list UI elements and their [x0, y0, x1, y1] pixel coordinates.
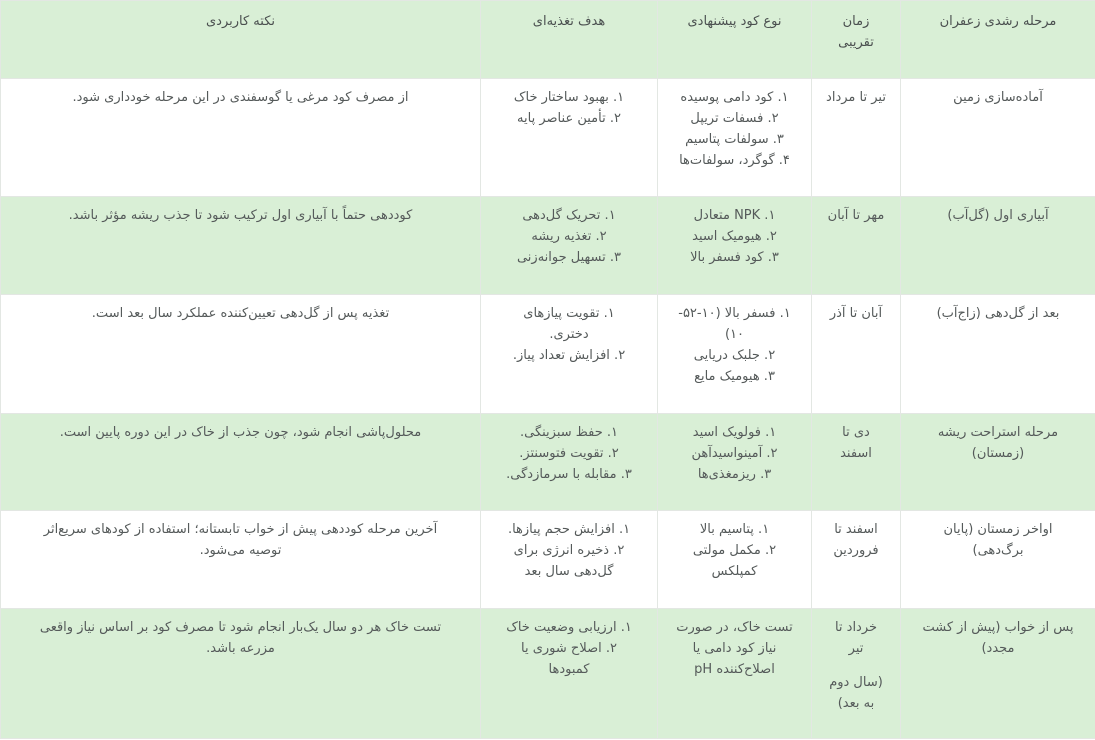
note-line: آخرین مرحله کوددهی پیش از خواب تابستانه؛ استفاده از کودهای سریع‌اثر	[43, 522, 438, 537]
header-time: زمان تقریبی	[812, 1, 901, 79]
stage-line: مرحله استراحت ریشه	[937, 425, 1059, 440]
stage-cell	[901, 197, 1095, 295]
note-line: از مصرف کود مرغی یا گوسفندی در این مرحله خودداری شود.	[72, 90, 409, 105]
goal-line: ۳. تسهیل جوانه‌زنی	[516, 250, 622, 265]
goal-line: ۱. تحریک گل‌دهی	[522, 208, 616, 223]
fertilizer-line: ۱. فولویک اسید	[692, 425, 777, 440]
fertilizer-line: ۳. کود فسفر بالا	[690, 250, 779, 265]
header-stage: مرحله رشدی زعفران	[901, 1, 1095, 79]
goal-line: گل‌دهی سال بعد	[524, 564, 614, 579]
time-line	[822, 659, 890, 672]
table-body	[1, 79, 1095, 739]
time-cell	[812, 511, 901, 609]
fertilizer-line: ۲. فسفات تریپل	[690, 111, 779, 126]
time-line: اسفند تا	[834, 522, 878, 537]
header-goal: هدف تغذیه‌ای	[481, 1, 658, 79]
table-row	[1, 414, 1095, 511]
fertilizer-line: ۳. هیومیک مایع	[694, 369, 775, 384]
note-cell	[1, 197, 481, 295]
time-line: مهر تا آبان	[827, 208, 885, 223]
stage-cell	[901, 609, 1095, 739]
goal-line: ۲. افزایش تعداد پیاز.	[512, 348, 626, 363]
fertilizer-line: ۴. گوگرد، سولفات‌ها	[679, 153, 790, 168]
stage-line: پس از خواب (پیش از کشت	[922, 620, 1074, 635]
stage-cell	[901, 511, 1095, 609]
time-line: دی تا	[842, 425, 870, 440]
goal-line: ۲. تقویت فتوسنتز.	[519, 446, 619, 461]
time-cell	[812, 414, 901, 511]
fertilizer-line: اصلاح‌کننده pH	[694, 662, 775, 677]
table-row	[1, 79, 1095, 197]
table-header	[1, 1, 1095, 79]
fertilizer-cell	[658, 609, 812, 739]
stage-line: آماده‌سازی زمین	[953, 90, 1043, 105]
goal-line: ۱. تقویت پیازهای	[523, 306, 615, 321]
goal-line: ۱. ارزیابی وضعیت خاک	[506, 620, 632, 635]
note-line: کوددهی حتماً با آبیاری اول ترکیب شود تا جذب ریشه مؤثر باشد.	[68, 208, 413, 223]
time-line: آبان تا آذر	[829, 306, 883, 321]
goal-cell	[481, 414, 658, 511]
note-cell	[1, 295, 481, 414]
stage-line: آبیاری اول (گل‌آب)	[947, 208, 1049, 223]
fertilizer-cell	[658, 79, 812, 197]
fertilizer-line: ۳. ریزمغذی‌ها	[697, 467, 772, 482]
time-line: تیر تا مرداد	[826, 90, 886, 105]
goal-cell	[481, 295, 658, 414]
time-cell	[812, 295, 901, 414]
stage-line: مجدد)	[981, 641, 1015, 656]
time-line: اسفند	[840, 446, 872, 461]
fertilizer-line: نیاز کود دامی یا	[692, 641, 777, 656]
goal-cell	[481, 197, 658, 295]
goal-cell	[481, 511, 658, 609]
note-line: محلول‌پاشی انجام شود، چون جذب از خاک در این دوره پایین است.	[59, 425, 422, 440]
fertilizer-cell	[658, 414, 812, 511]
fertilizer-line: ۱. فسفر بالا (۱۰-۵۲-	[678, 306, 791, 321]
stage-line: برگ‌دهی)	[972, 543, 1024, 558]
goal-cell	[481, 609, 658, 739]
fertilizer-line: ۱۰)	[724, 327, 745, 342]
note-cell	[1, 511, 481, 609]
note-line: توصیه می‌شود.	[199, 543, 282, 558]
header-row	[1, 1, 1095, 79]
goal-line: ۳. مقابله با سرمازدگی.	[506, 467, 632, 482]
note-cell	[1, 414, 481, 511]
time-cell	[812, 609, 901, 739]
table-row	[1, 295, 1095, 414]
goal-cell	[481, 79, 658, 197]
note-line: تغذیه پس از گل‌دهی تعیین‌کننده عملکرد سال بعد است.	[91, 306, 390, 321]
stage-line: اواخر زمستان (پایان	[943, 522, 1053, 537]
goal-line: کمبودها	[548, 662, 590, 677]
goal-line: ۲. ذخیره انرژی برای	[513, 543, 625, 558]
fertilizer-cell	[658, 197, 812, 295]
fertilizer-cell	[658, 295, 812, 414]
time-line: تیر	[848, 641, 864, 656]
header-fertilizer: نوع کود پیشنهادی	[658, 1, 812, 79]
note-cell	[1, 79, 481, 197]
note-line: مزرعه باشد.	[206, 641, 275, 656]
fertilizer-line: کمپلکس	[711, 564, 758, 579]
header-note: نکته کاربردی	[1, 1, 481, 79]
fertilizer-line: ۱. NPK متعادل	[693, 208, 776, 223]
note-line: تست خاک هر دو سال یک‌بار انجام شود تا مصرف کود بر اساس نیاز واقعی	[39, 620, 442, 635]
fertilizer-line: ۲. آمینواسیدآهن	[691, 446, 778, 461]
goal-line: ۲. اصلاح شوری یا	[521, 641, 617, 656]
goal-line: ۱. بهبود ساختار خاک	[513, 90, 625, 105]
stage-cell	[901, 79, 1095, 197]
fertilizer-cell	[658, 511, 812, 609]
table-row	[1, 197, 1095, 295]
fertilizer-line: ۱. پتاسیم بالا	[699, 522, 770, 537]
time-line: خرداد تا	[834, 620, 878, 635]
time-line: فروردین	[833, 543, 879, 558]
table-row	[1, 609, 1095, 739]
goal-line: ۱. حفظ سبزینگی.	[519, 425, 618, 440]
fertilizer-line: ۱. کود دامی پوسیده	[680, 90, 789, 105]
goal-line: ۲. تغذیه ریشه	[531, 229, 607, 244]
time-line: (سال دوم	[829, 675, 883, 690]
fertilizer-line: ۲. مکمل مولتی	[692, 543, 777, 558]
stage-line: بعد از گل‌دهی (زاج‌آب)	[936, 306, 1060, 321]
fertilizer-line: تست خاک، در صورت	[676, 620, 793, 635]
fertilizer-line: ۳. سولفات پتاسیم	[685, 132, 784, 147]
goal-line: ۱. افزایش حجم پیازها.	[507, 522, 631, 537]
stage-cell	[901, 295, 1095, 414]
note-cell	[1, 609, 481, 739]
fertilizer-line: ۲. جلبک دریایی	[693, 348, 776, 363]
fertilizer-line: ۲. هیومیک اسید	[692, 229, 777, 244]
stage-line: (زمستان)	[971, 446, 1025, 461]
time-cell	[812, 79, 901, 197]
goal-line: ۲. تأمین عناصر پایه	[517, 111, 621, 126]
goal-line: دختری.	[549, 327, 589, 342]
time-line: به بعد)	[837, 696, 875, 711]
stage-cell	[901, 414, 1095, 511]
time-cell	[812, 197, 901, 295]
table-row	[1, 511, 1095, 609]
